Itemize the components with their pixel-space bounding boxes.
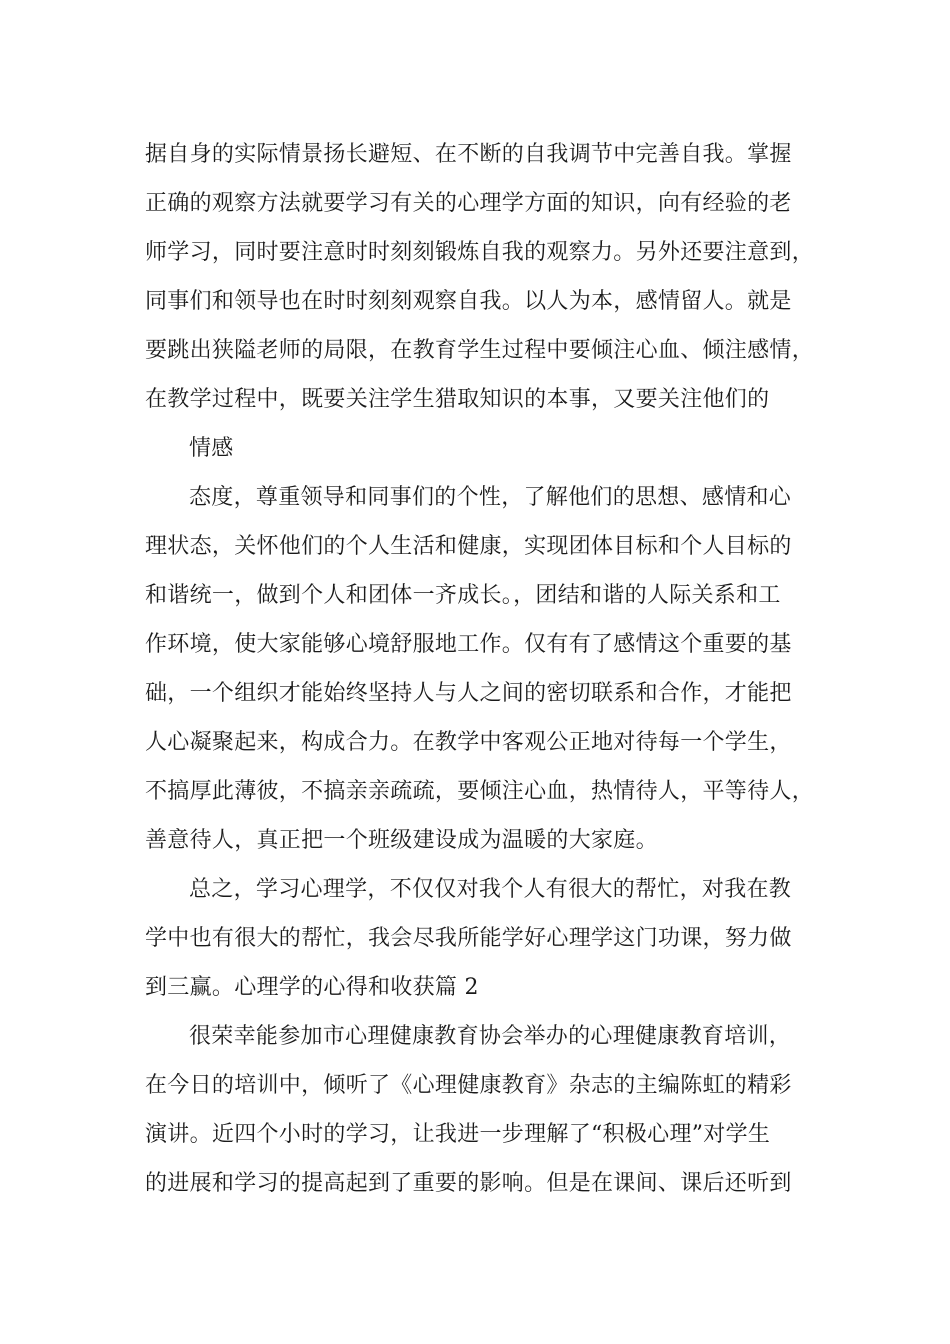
text-line: 据自身的实际情景扬长避短、在不断的自我调节中完善自我。掌握: [145, 142, 792, 167]
text-line: 演讲。近四个小时的学习，让我进一步理解了“积极心理”对学生: [145, 1122, 771, 1147]
text-line: 和谐统一，做到个人和团体一齐成长。，团结和谐的人际关系和工: [145, 583, 781, 608]
text-line: 师学习，同时要注意时时刻刻锻炼自我的观察力。另外还要注意到，: [145, 240, 815, 265]
text-line: 作环境，使大家能够心境舒服地工作。仅有有了感情这个重要的基: [145, 632, 792, 657]
text-line: 情感: [189, 436, 234, 461]
text-line: 人心凝聚起来，构成合力。在教学中客观公正地对待每一个学生，: [145, 730, 792, 755]
text-line: 在教学过程中，既要关注学生猎取知识的本事，又要关注他们的: [145, 387, 770, 412]
text-line: 善意待人，真正把一个班级建设成为温暖的大家庭。: [145, 828, 658, 853]
text-line: 在今日的培训中，倾听了《心理健康教育》杂志的主编陈虹的精彩: [145, 1073, 792, 1098]
text-line: 础，一个组织才能始终坚持人与人之间的密切联系和合作，才能把: [145, 681, 792, 706]
text-line: 到三赢。心理学的心得和收获篇 2: [145, 975, 479, 1000]
text-line: 正确的观察方法就要学习有关的心理学方面的知识，向有经验的老: [145, 191, 792, 216]
text-line: 态度，尊重领导和同事们的个性，了解他们的思想、感情和心: [189, 485, 792, 510]
text-line: 理状态，关怀他们的个人生活和健康，实现团体目标和个人目标的: [145, 534, 792, 559]
text-line: 学中也有很大的帮忙，我会尽我所能学好心理学这门功课，努力做: [145, 926, 792, 951]
text-line: 不搞厚此薄彼，不搞亲亲疏疏，要倾注心血，热情待人，平等待人，: [145, 779, 815, 804]
text-line: 要跳出狭隘老师的局限，在教育学生过程中要倾注心血、倾注感情，: [145, 338, 815, 363]
text-line: 的进展和学习的提高起到了重要的影响。但是在课间、课后还听到: [145, 1171, 792, 1196]
text-line: 同事们和领导也在时时刻刻观察自我。以人为本，感情留人。就是: [145, 289, 792, 314]
text-line: 很荣幸能参加市心理健康教育协会举办的心理健康教育培训，: [189, 1024, 792, 1049]
document-body: [145, 130, 825, 1208]
text-line: 总之，学习心理学，不仅仅对我个人有很大的帮忙，对我在教: [189, 877, 792, 902]
